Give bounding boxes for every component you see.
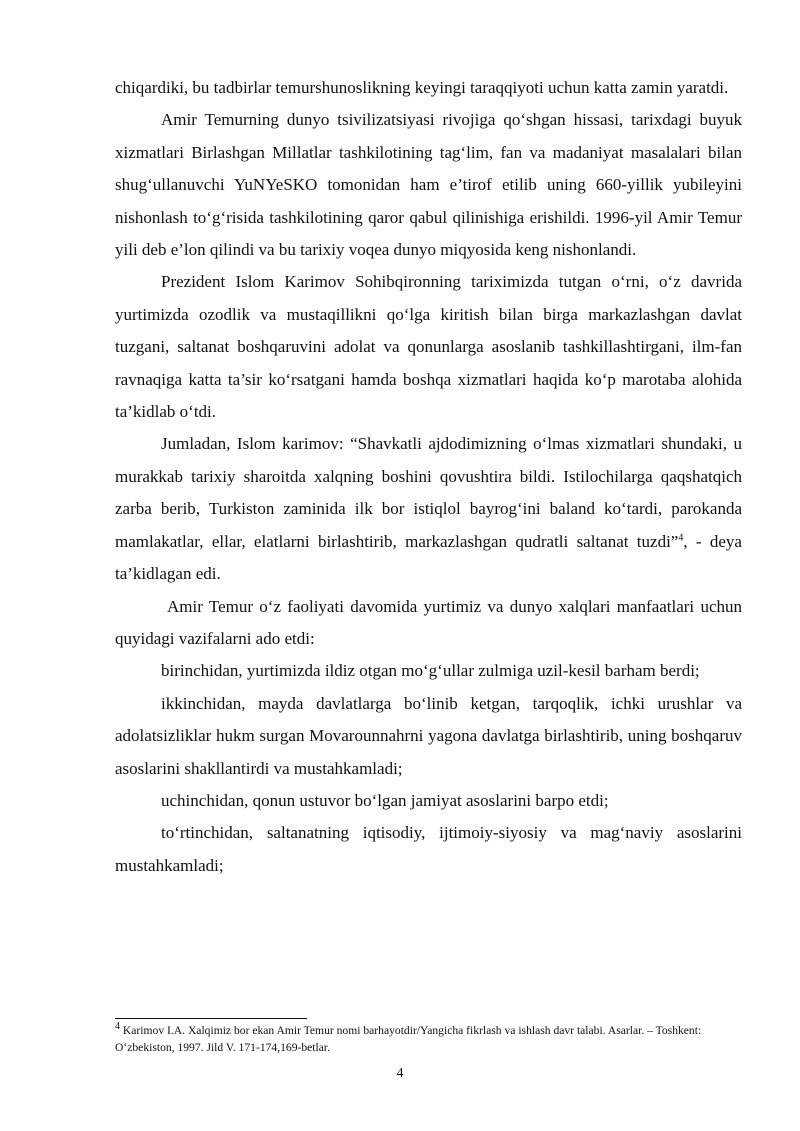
body-text xyxy=(115,72,742,882)
paragraph-continuation: chiqardiki, bu tadbirlar temurshunoslikning keyingi taraqqiyoti uchun katta zamin yaratdi. xyxy=(115,78,729,97)
quote-tail: , - deya ta’kidlagan edi. xyxy=(115,531,742,584)
list-item-first: birinchidan, yurtimizda ildiz otgan mo‘g‘ullar zulmiga uzil-kesil barham berdi; xyxy=(161,661,700,681)
footnote-divider xyxy=(115,1018,307,1019)
footnote-reference: 4 xyxy=(678,532,684,544)
quote-text: Jumladan, Islom karimov: “Shavkatli ajdodimizning o‘lmas xizmatlari shundaki, u murakkab tarixiy sharoitda xalqning boshini qovushtira bildi. Istilochilarga qaqshatqich zarba berib, Turkiston zaminida ilk bor istiqlol bayrog‘ini baland ko‘tardi, parokanda mamlakatlar, ellar, elatlarni birlashtirib, markazlashgan qudratli saltanat tuzdi” xyxy=(115,434,742,551)
page-number: 4 xyxy=(396,1066,404,1081)
list-item-third: uchinchidan, qonun ustuvor bo‘lgan jamiyat asoslarini barpo etdi; xyxy=(161,790,609,810)
paragraph-tasks-intro: Amir Temur o‘z faoliyati davomida yurtimiz va dunyo xalqlari manfaatlari uchun quyidagi vazifalarni ado etdi: xyxy=(115,596,742,648)
paragraph-unesco: Amir Temurning dunyo tsivilizatsiyasi rivojiga qo‘shgan hissasi, tarixdagi buyuk xizmatlari Birlashgan Millatlar tashkilotining tag‘lim, fan va madaniyat masalalari bilan shug‘ullanuvchi YuNYeSKO tomonidan ham e’tirof etilib uning 660-yillik yubileyini nishonlash to‘g‘risida tashkilotining qaror qabul qilinishiga erishildi. 1996-yil Amir Temur yili deb e’lon qilindi va bu tarixiy voqea dunyo miqyosida keng nishonlandi. xyxy=(115,110,742,260)
list-item-fourth: to‘rtinchidan, saltanatning iqtisodiy, ijtimoiy-siyosiy va mag‘naviy asoslarini mustahkamladi; xyxy=(115,823,742,875)
footnote-text: Karimov I.A. Xalqimiz bor ekan Amir Temur nomi barhayotdir/Yangicha fikrlash va ishlash davr talabi. Asarlar. – Toshkent: O‘zbekiston, 1997. Jild V. 171-174,169-betlar. xyxy=(115,1024,702,1054)
paragraph-quote xyxy=(115,428,742,590)
footnote-marker: 4 xyxy=(115,1021,120,1033)
footnote xyxy=(115,1023,743,1056)
list-item-second: ikkinchidan, mayda davlatlarga bo‘linib ketgan, tarqoqlik, ichki urushlar va adolatsizliklar hukm surgan Movarounnahrni yagona davlatga birlashtirib, uning boshqaruv asoslarini shakllantirdi va mustahkamladi; xyxy=(115,693,742,778)
paragraph-president: Prezident Islom Karimov Sohibqironning tariximizda tutgan o‘rni, o‘z davrida yurtimizda ozodlik va mustaqillikni qo‘lga kiritish bilan birga markazlashgan davlat tuzgani, saltanat boshqaruvini adolat va qonunlarga asoslanib tashkillashtirgani, ilm-fan ravnaqiga katta ta’sir ko‘rsatgani hamda boshqa xizmatlari haqida ko‘p marotaba alohida ta’kidlab o‘tdi. xyxy=(115,272,742,422)
